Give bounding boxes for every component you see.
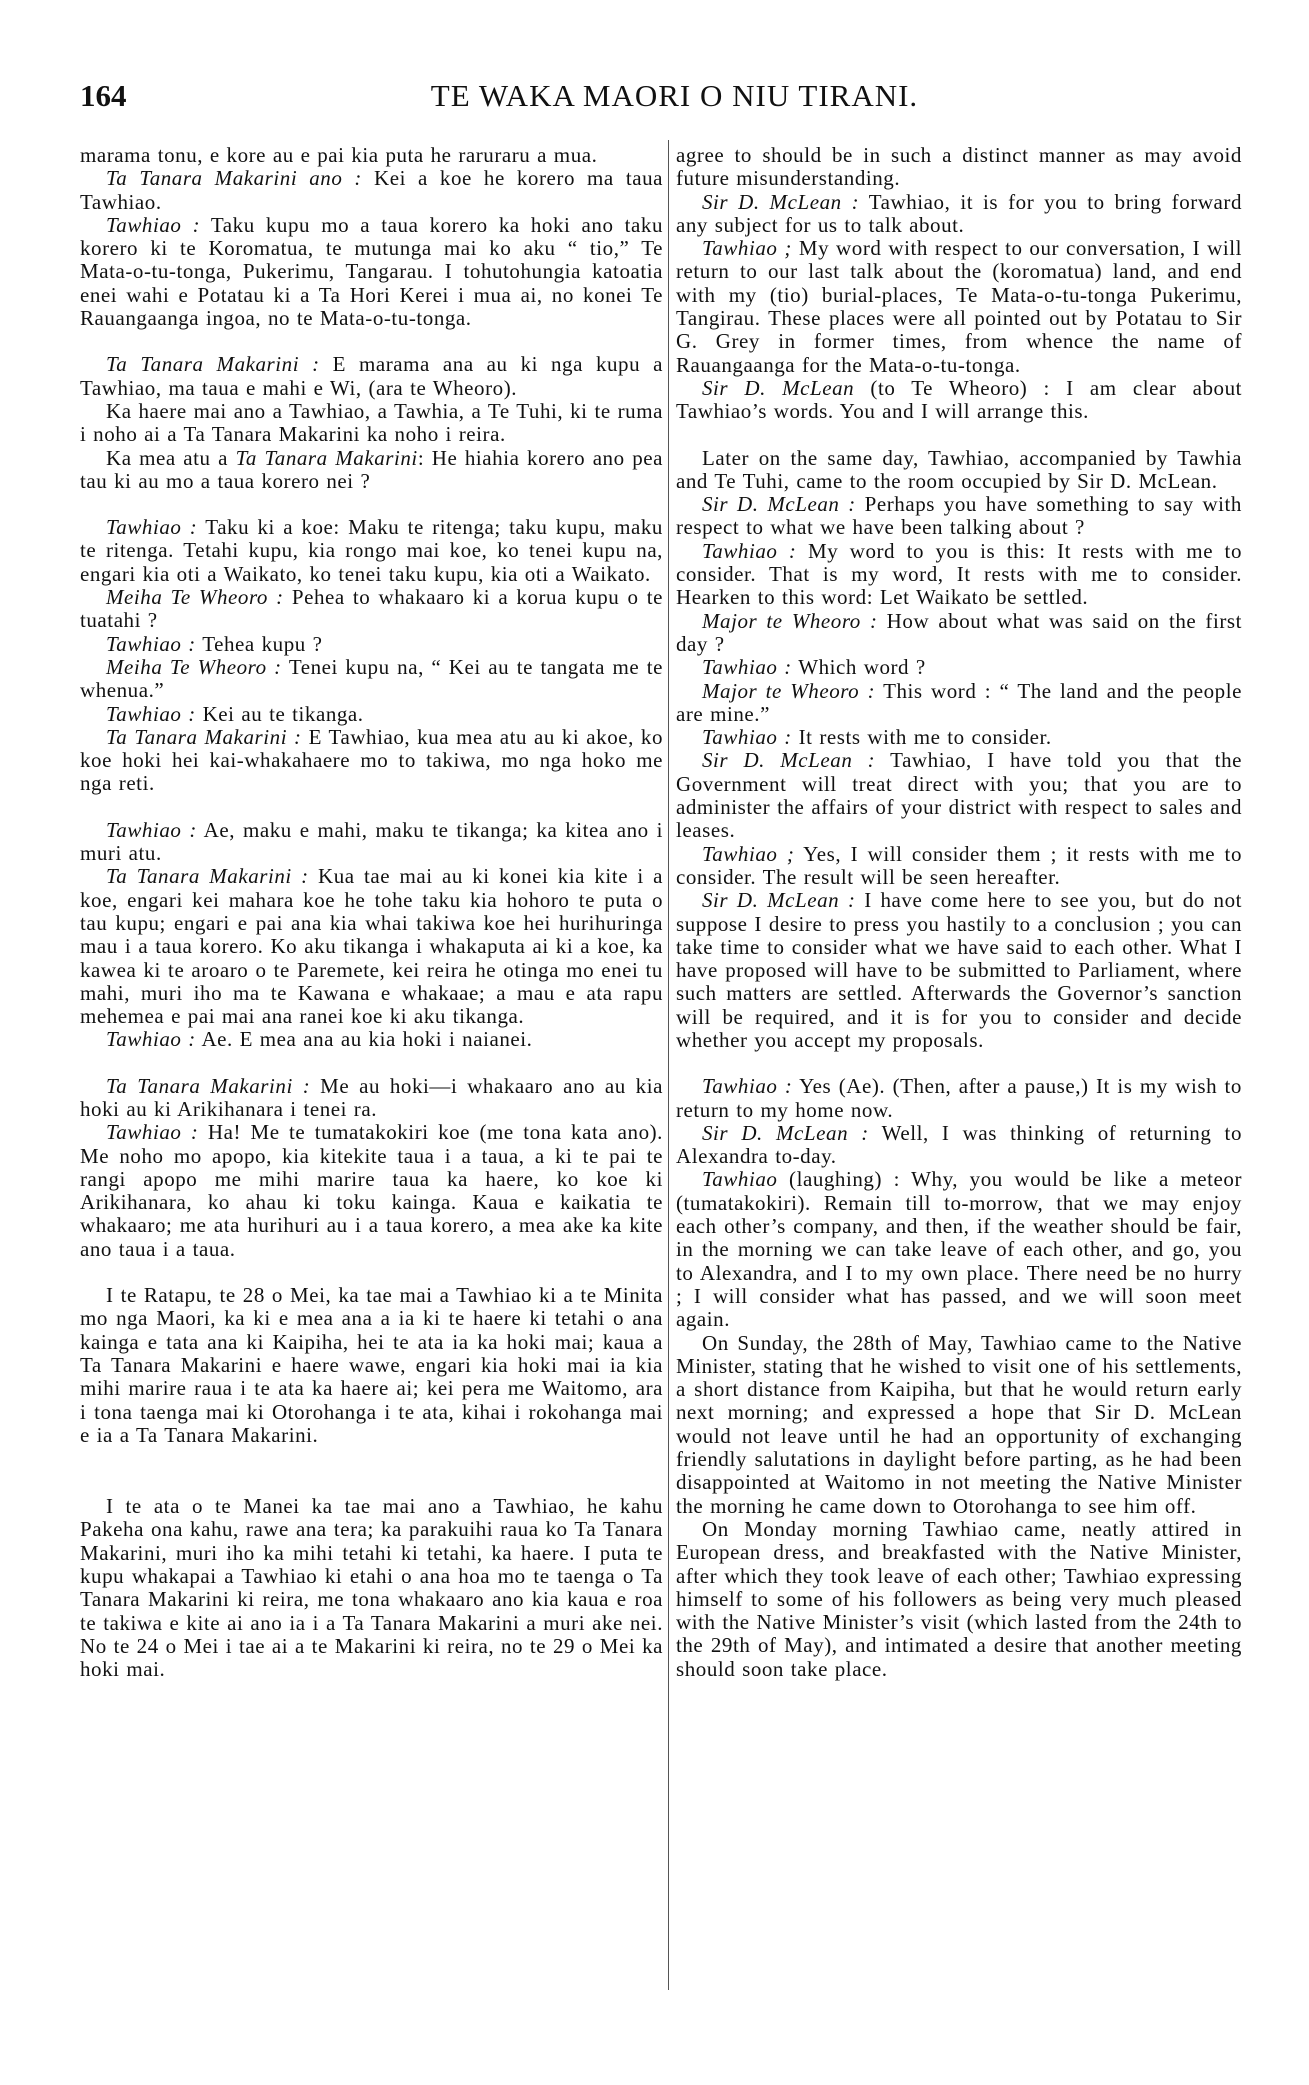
speaker-name: Major te Wheoro : [702,608,878,633]
speaker-name: Sir D. McLean : [702,189,860,214]
speaker-name: Ta Tanara Makarini : [106,352,320,377]
speaker-name: Ta Tanara Makarini : [106,864,309,889]
paragraph [676,610,1242,657]
paragraph [676,191,1242,238]
paragraph-text: On Sunday, the 28th of May, Tawhiao came to the Native Minister, stating that he wished to visit one of his settlements, a short distance from Kaipiha, but that he would return early next morning; and expressed a hope that Sir D. McLean would not leave until he had an opportunity of exchanging friendly salutations in daylight before parting, as he had been disappointed at Waitomo in not meeting the Native Minister the morning he came down to Otorohanga to see him off. [676,1330,1242,1518]
paragraph [80,400,663,447]
paragraph-text: Yes (Ae). (Then, after a pause,) It is my wish to return to my home now. [676,1074,1242,1122]
paragraph-text: Later on the same day, Tawhiao, accompanied by Tawhia and Te Tuhi, came to the room occupied by Sir D. McLean. [676,445,1242,493]
paragraph [676,1332,1242,1518]
paragraph [676,680,1242,727]
paragraph [80,819,663,866]
paragraph [676,237,1242,377]
paragraph-text: I te Ratapu, te 28 o Mei, ka tae mai a Tawhiao ki a te Minita mo nga Maori, ka ki e mea ana a ia ki te haere ki tetahi o ana kainga e tata ana ki Kaipiha, hei te ata ia ka hoki mai; kaua a Ta Tanara Makarini e haere wawe, engari kia hoki mai ia kia mihi marire raua i te ata ka haere ai; kei pera me Waitomo, ara i tona taenga mai ki Otorohanga i te ata, kihai i rokohanga mai e ia a Ta Tanara Makarini. [80,1283,663,1447]
paragraph-text: This word : “ The land and the people are mine.” [676,678,1242,726]
paragraph-text: Tawhiao, it is for you to bring forward any subject for us to talk about. [676,189,1242,237]
paragraph-text: Me au hoki—i whakaaro ano au kia hoki au ki Arikihanara i tenei ra. [80,1073,663,1121]
paragraph-text: Kei a koe he korero ma taua Tawhiao. [80,166,663,214]
paragraph [676,447,1242,494]
paragraph [80,447,663,494]
paragraph [80,516,663,586]
paragraph [676,843,1242,890]
paragraph-text: : He hiahia korero ano pea tau ki au mo a taua korero nei ? [80,445,663,493]
speaker-name: Tawhiao : [106,701,196,726]
paragraph-text: (laughing) : Why, you would be like a meteor (tumatakokiri). Remain till to-morrow, that we may enjoy each other’s company, and then, if the weather should be fair, in the morning we can take leave of each other, and go, you to Alexandra, and I to my own place. There need be no hurry ; I will consider what has passed, and we will soon meet again. [676,1167,1242,1332]
paragraph-text: Ae. E mea ana au kia hoki i naianei. [195,1027,533,1052]
paragraph [80,1495,663,1681]
speaker-name: Sir D. McLean : [702,748,876,773]
paragraph-text: E Tawhiao, kua mea atu au ki akoe, ko koe hoki hei kai-whakahaere mo to takiwa, mo nga hoko me nga reti. [80,724,663,796]
page-number: 164 [80,78,127,113]
paragraph [80,1121,663,1261]
speaker-name: Tawhiao : [106,515,198,540]
paragraph-text: Tenei kupu na, “ Kei au te tangata me te whenua.” [80,654,664,703]
paragraph-text: Tawhiao, I have told you that the Government will treat direct with you; that you are to administer the affairs of your district with respect to sales and leases. [676,748,1242,843]
speaker-name: Tawhiao [702,1167,778,1192]
paragraph-text: Perhaps you have something to say with respect to what we have been talking about ? [676,492,1242,540]
paragraph [676,540,1242,610]
paragraph [676,1168,1242,1331]
paragraph [80,726,663,796]
paragraph-text: marama tonu, e kore au e pai kia puta he raruraru a mua. [80,143,598,167]
speaker-name: Ta Tanara Makarini : [106,724,302,749]
speaker-name: Meiha Te Wheoro : [106,654,282,679]
paragraph-text: Ha! Me te tumatakokiri koe (me tona kata ano). Me noho mo apopo, kia kitekite taua i a taua, a ki te pai te rangi apopo me mihi marire taua ka haere, ko koe ki Arikihanara, ko ahau ki toku kainga. Kaua e kaikatia te whakaaro; me ata hurihuri au i a taua korero, a mea ake ka kite ano taua i a taua. [80,1120,663,1261]
paragraph-text: I te ata o te Manei ka tae mai ano a Tawhiao, he kahu Pakeha ona kahu, rawe ana tera; ka parakuihi raua ko Ta Tanara Makarini, muri iho ka mihi tetahi ki tetahi, ka haere. I puta te kupu whakapai a Tawhiao ki etahi o ana hoa mo te taenga o Ta Tanara Makarini ki reira, me tona whakaaro ano kia kaua e roa te takiwa e kite ai ano ia i a Ta Tanara Makarini a muri ake nei. No te 24 o Mei i tae ai a te Makarini ki reira, no te 29 o Mei ka hoki mai. [80,1494,663,1682]
paragraph-text: (to Te Wheoro) : I am clear about Tawhiao’s words. You and I will arrange this. [676,375,1243,424]
paragraph-text: My word with respect to our conversation, I will return to our last talk about the (koromatua) land, and end with my (tio) burial-places, Te Mata-o-tu-tonga Pukerimu, Tangirau. These places were all pointed out by Potatau to Sir G. Grey in former times, from whence the name of Rauangaanga for the Mata-o-tu-tonga. [676,236,1242,377]
paragraph [80,1284,663,1447]
speaker-name: Ta Tanara Makarini [235,445,418,470]
paragraph [676,1075,1242,1122]
speaker-name: Ta Tanara Makarini ano : [106,166,362,191]
paragraph [676,889,1242,1052]
speaker-name: Tawhiao : [106,1120,199,1145]
paragraph-text: agree to should be in such a distinct manner as may avoid future misunderstanding. [676,143,1242,191]
paragraph-text: Kua tae mai au ki konei kia kite i a koe, engari kei mahara koe he tohe taku kia hohoro te puta o tau kupu; engari e pai ana kia whai takiwa koe hei hurihuringa mau i a taua korero. Ko aku tikanga i whakaputa ai ki a koe, ka kawea ki te aroaro o te Paremete, kei reira he otinga mo enei tu mahi, muri iho ma te Kawana e whakaae; a mau e ata rapu mehemea e pai mai ana ranei koe ki aku tikanga. [80,864,664,1029]
paragraph-prefix: Ka mea atu a [106,445,236,470]
speaker-name: Tawhiao : [702,655,792,680]
paragraph-text: It rests with me to consider. [791,725,1052,750]
paragraph [80,703,663,726]
speaker-name: Tawhiao : [702,1074,793,1099]
paragraph [80,214,663,330]
paragraph-text: How about what was said on the first day ? [676,608,1242,656]
paragraph-text: Taku kupu mo a taua korero ka hoki ano taku korero ki te Koromatua, te mutunga mai ko aku “ tio,” Te Mata-o-tu-tonga, Pukerimu, Tangarau. I tohutohungia katoatia enei wahi e Potatau ki a Ta Hori Kerei i mua ai, no konei Te Rauangaanga ingoa, no te Mata-o-tu-tonga. [80,212,663,331]
speaker-name: Sir D. McLean [702,375,855,400]
paragraph-text: On Monday morning Tawhiao came, neatly attired in European dress, and breakfasted with the Native Minister, after which they took leave of each other; Tawhiao expressing himself to some of his followers as being very much pleased with the Native Minister’s visit (which lasted from the 24th to the 29th of May), and intimated a desire that another meeting should soon take place. [676,1516,1242,1681]
paragraph-text: Tehea kupu ? [195,631,323,656]
speaker-name: Tawhiao : [702,538,797,563]
paragraph-text: Taku ki a koe: Maku te ritenga; taku kupu, maku te ritenga. Tetahi kupu, kia rongo mai koe, ko tenei kupu na, engari kia oti a Waikato, ko tenei taku kupu, kia oti a Waikato. [80,515,663,586]
speaker-name: Ta Tanara Makarini : [106,1073,311,1098]
paragraph [80,167,663,214]
paragraph [676,493,1242,540]
paragraph [80,656,663,703]
paragraph-text: Kei au te tikanga. [195,701,364,726]
paragraph [676,1122,1242,1169]
speaker-name: Tawhiao : [106,212,201,237]
paragraph-text: Which word ? [791,655,926,680]
speaker-name: Sir D. McLean : [702,1120,869,1145]
speaker-name: Tawhiao ; [702,841,795,866]
paragraph-text: Pehea to whakaaro ki a korua kupu o te tuatahi ? [80,585,664,633]
paragraph-text: My word to you is this: It rests with me to consider. That is my word, It rests with me to consider. Hearken to this word: Let Waikato be settled. [676,538,1242,610]
paragraph [80,1028,663,1051]
page-title: TE WAKA MAORI O NIU TIRANI. [430,78,919,113]
paragraph [80,353,663,400]
speaker-name: Sir D. McLean : [702,492,856,517]
paragraph [676,749,1242,842]
speaker-name: Major te Wheoro : [702,678,876,703]
left-column-maori [80,144,663,1682]
paragraph [676,1518,1242,1681]
right-column-english [676,144,1242,1681]
speaker-name: Sir D. McLean : [702,888,856,913]
paragraph [676,726,1242,749]
paragraph [80,144,663,167]
paragraph-text: Ae, maku e mahi, maku te tikanga; ka kitea ano i muri atu. [80,817,663,866]
paragraph [80,1075,663,1122]
column-divider [668,140,669,1990]
paragraph-text: Ka haere mai ano a Tawhiao, a Tawhia, a Te Tuhi, ki te ruma i noho ai a Ta Tanara Makarini ka noho i reira. [80,398,663,447]
speaker-name: Tawhiao : [106,631,196,656]
speaker-name: Tawhiao : [702,725,792,750]
paragraph [676,377,1242,424]
paragraph-text: E marama ana au ki nga kupu a Tawhiao, ma taua e mahi e Wi, (ara te Wheoro). [80,352,664,400]
paragraph-text: I have come here to see you, but do not suppose I desire to press you hastily to a conclusion ; you can take time to consider what we have said to each other. What I have proposed will have to be submitted to Parliament, where such matters are settled. Afterwards the Governor’s sanction will be required, and it is for you to consider and decide whether you accept my proposals. [676,888,1243,1052]
speaker-name: Tawhiao ; [702,236,792,261]
paragraph [80,633,663,656]
paragraph-text: Yes, I will consider them ; it rests with me to consider. The result will be seen hereafter. [676,841,1242,889]
paragraph [80,586,663,633]
speaker-name: Tawhiao : [106,817,197,842]
paragraph [676,656,1242,679]
paragraph-text: Well, I was thinking of returning to Alexandra to-day. [676,1120,1242,1169]
speaker-name: Meiha Te Wheoro : [106,585,284,610]
paragraph [676,144,1242,191]
speaker-name: Tawhiao : [106,1027,196,1052]
paragraph [80,865,663,1028]
